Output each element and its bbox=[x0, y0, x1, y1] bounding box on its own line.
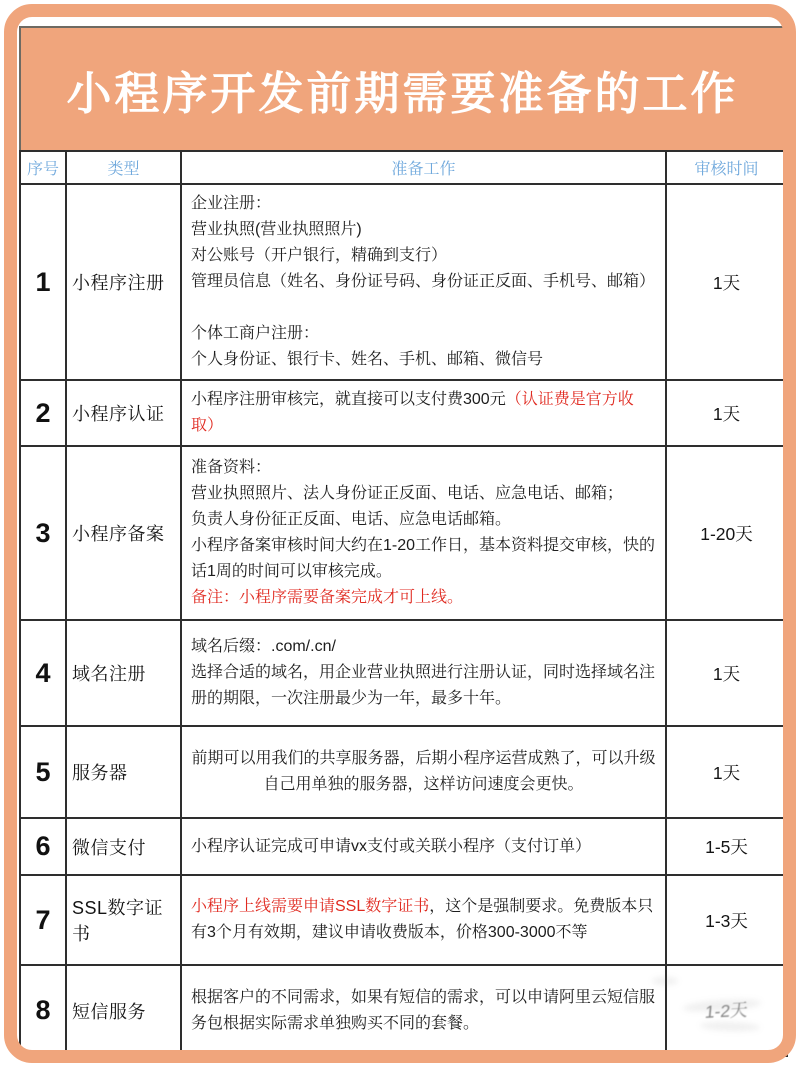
table-row bbox=[20, 875, 787, 965]
column-header-time: 审核时间 bbox=[666, 151, 787, 184]
row-work bbox=[181, 818, 666, 875]
row-type: 服务器 bbox=[66, 726, 181, 818]
work-text-line: 域名后缀：.com/.cn/ bbox=[191, 638, 336, 655]
work-text-line: 个人身份证、银行卡、姓名、手机、邮箱、微信号 bbox=[191, 351, 544, 368]
work-text-line: 小程序备案审核时间大约在1-20工作日，基本资料提交审核，快的话1周的时间可以审核完成。 bbox=[191, 537, 656, 580]
table-row bbox=[20, 818, 787, 875]
row-time bbox=[666, 726, 787, 818]
row-work bbox=[181, 965, 666, 1056]
work-text-line: 个体工商户注册： bbox=[191, 325, 320, 342]
row-time-value: 1天 bbox=[712, 272, 741, 293]
column-header-type: 类型 bbox=[66, 151, 181, 184]
row-time-value: 1天 bbox=[712, 663, 741, 684]
table-row bbox=[20, 446, 787, 620]
row-time bbox=[666, 446, 787, 620]
row-time bbox=[666, 875, 787, 965]
row-type: SSL数字证书 bbox=[66, 875, 181, 965]
work-text-line: 小程序认证完成可申请vx支付或关联小程序（支付订单） bbox=[191, 837, 592, 855]
work-text-line: 准备资料： bbox=[191, 459, 272, 476]
row-type: 微信支付 bbox=[66, 818, 181, 875]
row-time bbox=[666, 818, 787, 875]
work-text-line: 小程序上线需要申请SSL数字证书，这个是强制要求。免费版本只有3个月有效期，建议申请收费版本，价格300-3000不等 bbox=[191, 898, 654, 941]
infographic-content bbox=[19, 26, 786, 1057]
work-text-line: 企业注册： bbox=[191, 195, 272, 212]
row-work bbox=[181, 446, 666, 620]
preparation-table bbox=[19, 150, 788, 1057]
work-text-line: 负责人身份征正反面、电话、应急电话邮箱。 bbox=[191, 511, 512, 528]
row-time-value: 1天 bbox=[712, 403, 741, 424]
work-text-line: 选择合适的域名，用企业营业执照进行注册认证，同时选择域名注册的期限，一次注册最少为一年，最多十年。 bbox=[191, 664, 656, 707]
work-text-line bbox=[191, 295, 656, 321]
row-time bbox=[666, 965, 787, 1056]
row-type: 小程序注册 bbox=[66, 184, 181, 380]
column-header-work: 准备工作 bbox=[181, 151, 666, 184]
row-time-value: 1-2天 bbox=[704, 999, 749, 1023]
page-title: 小程序开发前期需要准备的工作 bbox=[66, 67, 739, 119]
table-header-row bbox=[20, 151, 787, 184]
work-text-line: 营业执照(营业执照照片) bbox=[191, 221, 362, 238]
row-type: 短信服务 bbox=[66, 965, 181, 1056]
row-number: 6 bbox=[20, 818, 66, 875]
row-time bbox=[666, 184, 787, 380]
row-type: 小程序认证 bbox=[66, 380, 181, 446]
row-work bbox=[181, 726, 666, 818]
row-type: 域名注册 bbox=[66, 620, 181, 726]
row-number: 4 bbox=[20, 620, 66, 726]
row-time bbox=[666, 620, 787, 726]
work-text-line: 管理员信息（姓名、身份证号码、身份证正反面、手机号、邮箱） bbox=[191, 273, 656, 290]
row-time-value: 1-3天 bbox=[705, 910, 748, 931]
row-number: 5 bbox=[20, 726, 66, 818]
title-banner bbox=[19, 26, 786, 150]
row-type: 小程序备案 bbox=[66, 446, 181, 620]
row-time bbox=[666, 380, 787, 446]
table-row bbox=[20, 620, 787, 726]
row-time-value: 1天 bbox=[712, 762, 741, 783]
table-row bbox=[20, 965, 787, 1056]
row-number: 7 bbox=[20, 875, 66, 965]
work-text-line: 备注：小程序需要备案完成才可上线。 bbox=[191, 589, 464, 606]
work-text-line: 前期可以用我们的共享服务器，后期小程序运营成熟了，可以升级自己用单独的服务器，这样访问速度会更快。 bbox=[191, 750, 656, 793]
row-number: 1 bbox=[20, 184, 66, 380]
work-text-line: 对公账号（开户银行，精确到支行） bbox=[191, 247, 448, 264]
row-work bbox=[181, 380, 666, 446]
work-text-line: 小程序注册审核完，就直接可以支付费300元（认证费是官方收取） bbox=[191, 391, 634, 434]
row-time-value: 1-5天 bbox=[705, 837, 748, 857]
table-row bbox=[20, 726, 787, 818]
row-time-value: 1-20天 bbox=[700, 523, 753, 544]
table-row bbox=[20, 380, 787, 446]
row-work bbox=[181, 184, 666, 380]
work-text-line: 根据客户的不同需求，如果有短信的需求，可以申请阿里云短信服务包根据实际需求单独购买不同的套餐。 bbox=[191, 988, 656, 1032]
table-row bbox=[20, 184, 787, 380]
row-work bbox=[181, 875, 666, 965]
column-header-number: 序号 bbox=[20, 151, 66, 184]
work-text-line: 营业执照照片、法人身份证正反面、电话、应急电话、邮箱； bbox=[191, 485, 624, 502]
row-number: 3 bbox=[20, 446, 66, 620]
row-number: 8 bbox=[20, 965, 66, 1056]
row-work bbox=[181, 620, 666, 726]
row-number: 2 bbox=[20, 380, 66, 446]
